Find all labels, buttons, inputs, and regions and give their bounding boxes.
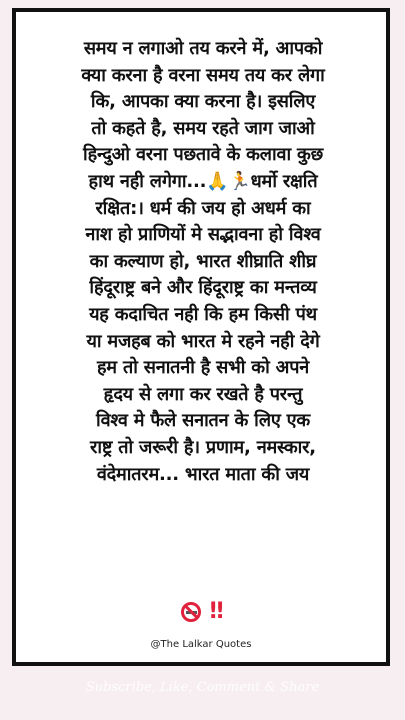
quote-line: कि, आपका क्या करना है। इसलिए [90,91,316,113]
author-credit: @The Lalkar Quotes [150,639,252,650]
quote-line: हाथ नही लगेगा...🙏🏃धर्मो रक्षति [88,170,318,192]
quote-card [12,8,390,666]
quote-line: यह कदाचित नही कि हम किसी पंथ [89,303,317,325]
quote-line: विश्व मे फैले सनातन के लिए एक [95,410,311,432]
double-exclamation-icon: ‼ [209,598,221,624]
emoji-row [16,598,386,624]
quote-line: क्या करना है वरना समय तय कर लेगा [81,64,325,86]
quote-line: हिंदूराष्ट्र बने और हिंदूराष्ट्र का मन्तव्य [89,277,317,299]
quote-text [34,36,372,488]
quote-line: रक्षित:। धर्म की जय हो अधर्म का [95,197,311,219]
quote-line: का कल्याण हो, भारत शीघ्राति शीघ्र [89,250,317,272]
quote-line: राष्ट्र तो जरूरी है। प्रणाम, नमस्कार, [90,436,316,458]
watermark-text: Subscribe, Like, Comment & Share [85,680,320,695]
quote-line: हृदय से लगा कर रखते है परन्तु [103,383,303,405]
quote-line: या मजहब को भारत मे रहने नही देगे [86,330,320,352]
quote-line: हिन्दुओ वरना पछतावे के कलावा कुछ [82,144,324,166]
quote-line: समय न लगाओ तय करने में, आपको [83,38,323,59]
quote-line: नाश हो प्राणियों मे सद्भावना हो विश्व [85,224,321,246]
no-smoking-icon [181,602,201,622]
quote-line: वंदेमातरम... भारत माता की जय [96,463,310,485]
quote-line: तो कहते है, समय रहते जाग जाओ [91,117,315,139]
quote-line: हम तो सनातनी है सभी को अपने [96,357,310,379]
